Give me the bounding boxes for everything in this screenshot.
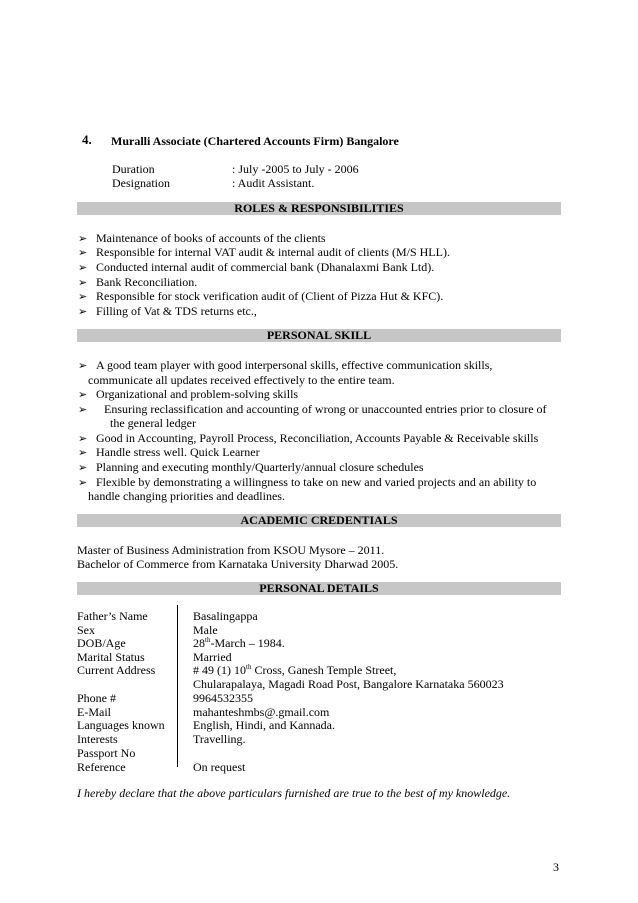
list-item-continuation: handle changing priorities and deadlines. [88,489,285,503]
employer-name: Muralli Associate (Chartered Accounts Firm) Bangalore [111,134,399,148]
list-item-text: Responsible for stock verification audit of (Client of Pizza Hut & KFC). [96,289,444,303]
sex-value: Male [193,623,218,637]
list-item-continuation: communicate all updates received effectively to the entire team. [88,373,395,387]
list-item [78,358,492,373]
list-item [78,245,450,260]
interests-label: Interests [77,732,118,746]
list-item [78,260,434,275]
arrow-bullet-icon: ➢ [78,262,88,274]
address-pre: # 49 (1) 10 [193,663,246,677]
address-suffix: th [246,663,252,671]
languages-label: Languages known [77,718,165,732]
roles-heading: ROLES & RESPONSIBILITIES [77,202,561,215]
languages-value: English, Hindi, and Kannada. [193,718,335,732]
arrow-bullet-icon: ➢ [78,360,88,372]
reference-label: Reference [77,760,126,774]
list-item-text: Conducted internal audit of commercial bank (Dhanalaxmi Bank Ltd). [96,260,435,274]
sex-label: Sex [77,623,95,637]
address-line-1 [193,663,396,677]
arrow-bullet-icon: ➢ [78,462,88,474]
arrow-bullet-icon: ➢ [78,233,88,245]
list-item [78,289,443,304]
marital-label: Marital Status [77,650,145,664]
arrow-bullet-icon: ➢ [78,277,88,289]
list-item [78,304,257,319]
declaration: I hereby declare that the above particulars furnished are true to the best of my knowledge. [77,786,511,800]
list-item-text: Bank Reconciliation. [96,275,198,289]
page-number: 3 [553,860,559,874]
list-item [78,402,547,417]
interests-value: Travelling. [193,732,246,746]
list-item-text: Handle stress well. Quick Learner [96,445,260,459]
arrow-bullet-icon: ➢ [78,306,88,318]
marital-value: Married [193,650,232,664]
list-item-text: Filling of Vat & TDS returns etc., [96,304,257,318]
duration-value: : July -2005 to July - 2006 [232,162,359,176]
designation-value: : Audit Assistant. [232,176,315,190]
arrow-bullet-icon: ➢ [78,433,88,445]
list-item-text: Responsible for internal VAT audit & internal audit of clients (M/S HLL). [96,245,450,259]
father-label: Father’s Name [77,609,148,623]
list-item-text: Organizational and problem-solving skills [96,387,299,401]
skills-heading: PERSONAL SKILL [77,329,561,342]
email-value: mahanteshmbs@.gmail.com [193,705,330,719]
address-line-2: Chularapalaya, Magadi Road Post, Bangalore Karnataka 560023 [193,677,504,691]
arrow-bullet-icon: ➢ [78,404,88,416]
list-item [78,431,538,446]
passport-label: Passport No [77,746,136,760]
arrow-bullet-icon: ➢ [78,291,88,303]
list-item [78,231,326,246]
academic-line-1: Master of Business Administration from KSOU Mysore – 2011. [77,543,385,557]
list-item-text: A good team player with good interpersonal skills, effective communication skills, [96,358,493,372]
list-item-text: Good in Accounting, Payroll Process, Reconciliation, Accounts Payable & Receivable skills [96,431,539,445]
list-item [78,475,536,490]
duration-label: Duration [112,162,155,176]
dob-value [193,636,285,650]
personal-heading: PERSONAL DETAILS [77,582,561,595]
list-item-text: Ensuring reclassification and accounting of wrong or unaccounted entries prior to closure of [104,402,547,416]
list-item-continuation: the general ledger [110,416,196,430]
list-item [78,445,260,460]
list-item-text: Flexible by demonstrating a willingness to take on new and varied projects and an ability to [96,475,537,489]
arrow-bullet-icon: ➢ [78,447,88,459]
list-item [78,387,298,402]
arrow-bullet-icon: ➢ [78,477,88,489]
list-item [78,460,424,475]
academic-line-2: Bachelor of Commerce from Karnataka University Dharwad 2005. [77,557,399,571]
dob-day: 28 [193,636,205,650]
employer-number: 4. [82,132,92,147]
dob-rest: -March – 1984. [210,636,285,650]
details-divider [177,605,178,767]
address-label: Current Address [77,663,156,677]
arrow-bullet-icon: ➢ [78,247,88,259]
list-item-text: Planning and executing monthly/Quarterly/annual closure schedules [96,460,424,474]
arrow-bullet-icon: ➢ [78,389,88,401]
dob-label: DOB/Age [77,636,126,650]
father-value: Basalingappa [193,609,258,623]
phone-value: 9964532355 [193,691,253,705]
dob-suffix: th [205,636,211,644]
list-item-text: Maintenance of books of accounts of the clients [96,231,326,245]
designation-label: Designation [112,176,170,190]
reference-value: On request [193,760,246,774]
address-post: Cross, Ganesh Temple Street, [251,663,397,677]
academic-heading: ACADEMIC CREDENTIALS [77,514,561,527]
list-item [78,275,197,290]
phone-label: Phone # [77,691,116,705]
email-label: E-Mail [77,705,111,719]
